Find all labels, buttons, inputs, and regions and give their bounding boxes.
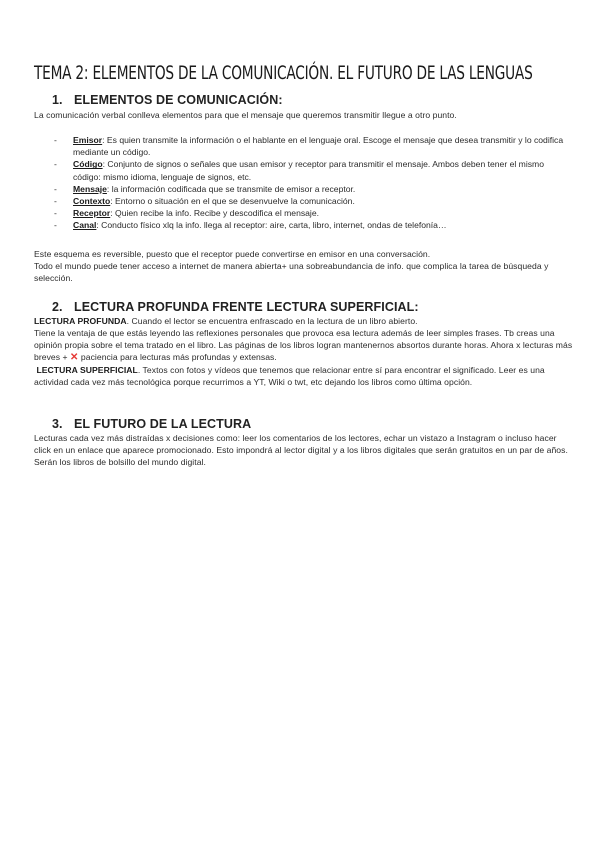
list-dash: - <box>54 220 57 231</box>
list-item-contexto <box>34 195 574 207</box>
section-1-title: ELEMENTOS DE COMUNICACIÓN: <box>74 93 283 107</box>
superficial-reading-definition <box>34 364 574 388</box>
term-emisor: Emisor <box>73 135 103 145</box>
list-item-emisor <box>34 134 574 158</box>
definition-canal: : Conducto físico xlq la info. llega al receptor: aire, carta, libro, internet, ondas de telefonía… <box>96 220 447 231</box>
section-3-heading <box>52 416 251 432</box>
page-title: TEMA 2: ELEMENTOS DE LA COMUNICACIÓN. EL FUTURO DE LAS LENGUAS <box>34 62 533 84</box>
list-item-codigo <box>34 158 574 182</box>
list-item-canal <box>34 219 574 231</box>
section-1-number: 1. <box>52 93 63 107</box>
section-2-number: 2. <box>52 300 63 314</box>
deep-reading-advantages-text: Tiene la ventaja de que estás leyendo las reflexiones personales que provoca esa lectura además de leer simples frases. Tb creas una opinión propia sobre el tema tratado en el libro. Las páginas de los libros logran mantenernos absortos durante horas. Ahora x lecturas más breves + <box>34 328 573 363</box>
deep-reading-label: LECTURA PROFUNDA <box>34 316 127 326</box>
definition-codigo: : Conjunto de signos o señales que usan emisor y receptor para transmitir el mensaje. Ambos deben tener el mismo código: mismo idioma, lenguaje de signos, etc. <box>73 159 544 182</box>
section-3-text: Lecturas cada vez más distraídas x decisiones como: leer los comentarios de los lectores, echar un vistazo a Instagram o incluso hacer click en un enlace que aparece promocionado. Esto impondrá al lector digital y a los libros digitales que serán gratuitos en un par de años. Serán los libros de bolsillo del mundo digital. <box>34 433 568 468</box>
section-2-title: LECTURA PROFUNDA FRENTE LECTURA SUPERFICIAL: <box>74 300 419 314</box>
section-1-outro-internet: Todo el mundo puede tener acceso a internet de manera abierta+ una sobreabundancia de info. que complica la tarea de búsqueda y selección. <box>34 261 549 284</box>
definition-receptor: : Quien recibe la info. Recibe y descodifica el mensaje. <box>110 208 319 219</box>
communication-elements-list <box>34 134 574 232</box>
term-codigo: Código <box>73 159 103 170</box>
deep-reading-advantages <box>34 327 574 365</box>
list-dash: - <box>54 196 57 207</box>
section-1-outro-reversible: Este esquema es reversible, puesto que el receptor puede convertirse en emisor en una conversación. <box>34 249 431 259</box>
deep-reading-advantages-end: paciencia para lecturas más profundas y extensas. <box>78 352 277 363</box>
deep-reading-definition <box>34 315 574 327</box>
list-dash: - <box>54 135 57 145</box>
cross-mark-icon: ✕ <box>70 352 79 364</box>
definition-mensaje: : la información codificada que se transmite de emisor a receptor. <box>106 183 356 194</box>
term-receptor: Receptor <box>73 208 111 219</box>
definition-contexto: : Entorno o situación en el que se desenvuelve la comunicación. <box>110 196 355 207</box>
list-item-receptor <box>34 207 574 219</box>
deep-reading-text: . Cuando el lector se encuentra enfrascado en la lectura de un libro abierto. <box>126 316 418 326</box>
section-1-intro: La comunicación verbal conlleva elementos para que el mensaje que queremos transmitir llegue a otro punto. <box>34 110 457 120</box>
section-1-heading <box>52 92 283 108</box>
section-3-title: EL FUTURO DE LA LECTURA <box>74 417 252 431</box>
term-mensaje: Mensaje <box>73 183 107 194</box>
list-dash: - <box>54 183 57 194</box>
list-item-mensaje <box>34 183 574 195</box>
superficial-reading-label: LECTURA SUPERFICIAL <box>36 365 138 375</box>
definition-emisor: : Es quien transmite la información o el hablante en el lenguaje oral. Escoge el mensaje que desea transmitir y lo codifica mediante un código. <box>73 135 564 158</box>
section-2-heading <box>52 299 419 315</box>
term-canal: Canal <box>73 220 97 231</box>
term-contexto: Contexto <box>73 196 111 207</box>
superficial-reading-text: . Textos con fotos y vídeos que tenemos que relacionar entre sí para encontrar el significado. Leer es una actividad cada vez más tecnológica porque recurrimos a YT, Wiki o twt, etc dejando los libros como última opción. <box>34 365 545 388</box>
section-3-number: 3. <box>52 417 63 431</box>
list-dash: - <box>54 208 57 219</box>
list-dash: - <box>54 159 57 170</box>
